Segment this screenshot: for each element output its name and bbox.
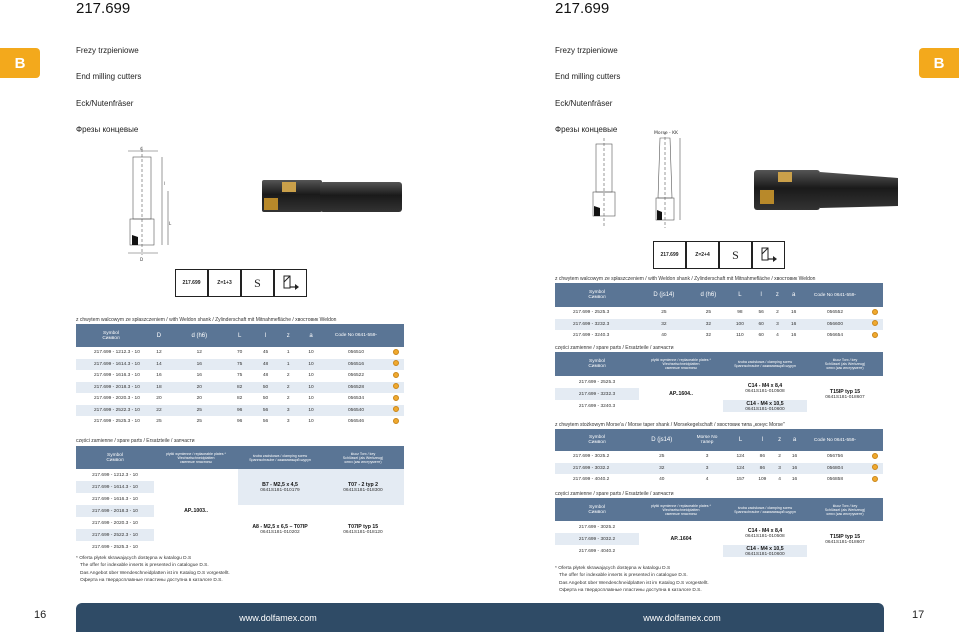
right-spare-table-1 [555,352,883,412]
left-spare-caption: części zamienne / spare parts / Ersatzteile / запчасти [76,438,195,444]
availability-dot-icon [393,349,399,355]
availability-dot-cell [867,330,883,342]
spare-header-key: klucz Torx / key Schlüssel (als Werkzeug) ключ (как инструмент) [807,352,883,376]
spare-key-code: 0641S181-018607 [825,394,865,400]
availability-dot-cell [867,463,883,475]
availability-dot-icon [393,418,399,424]
right-title-de: Eck/Nutenfräser [555,99,613,108]
spare-key: T15IP typ 15 [829,388,861,395]
spare-header-plates: płytki wymienne / replaceable plates * Wechselschneidplatten сменные пластины [639,352,723,376]
availability-dot-icon [872,476,878,482]
left-title-pl: Frezy trzpieniowe [76,46,139,55]
spare-screw-a-code: 0641S181-010508 [745,533,785,539]
cell-value: 3 [770,319,784,331]
cell-value: 16 [784,307,803,319]
cell-value: 12 [172,347,227,359]
cell-value: 48 [253,370,279,382]
spare-key-2-code: 0641S181-018120 [343,529,383,535]
cell-value: 32 [639,319,689,331]
table-row [76,416,404,428]
spare-row-symbol: 217.699 - 4040.2 [555,545,639,557]
morse-label: Morse - KK [654,131,678,136]
cell-value: 10 [298,382,324,394]
availability-dot-icon [393,383,399,389]
cell-symbol: 217.699 - 2525.3 - 10 [76,416,146,428]
table-row [555,319,883,331]
cell-value: 10 [298,405,324,417]
left-technical-drawing [118,145,178,263]
cell-value: 56 [253,405,279,417]
cell-value: 110 [728,330,752,342]
cell-value: 16 [172,370,227,382]
right-product-table-morse [555,429,883,486]
table-row [555,451,883,463]
availability-dot-icon [393,395,399,401]
cell-value: 4 [684,474,729,486]
right-title-ru: Фрезы концевые [555,125,618,134]
cell-value: 56 [752,307,771,319]
availability-dot-cell [867,319,883,331]
cell-code: 056858 [803,474,867,486]
spare-header-symbol: Symbol Символ [555,498,639,521]
cell-code: 056516 [324,359,388,371]
cell-value: 25 [172,416,227,428]
note-line: Оферта на твердосплавные пластины доступна в каталоге D.S. [559,587,702,593]
cell-value: 56 [253,416,279,428]
cell-value: 70 [227,347,253,359]
right-page-number: 17 [912,609,925,621]
cell-value: 3 [684,451,729,463]
spare-header-screw: śruba zaciskowa / clamping screw Spannschraube / зажимающий шуруп [723,498,807,521]
cell-value: 16 [786,451,803,463]
table-row [76,359,404,371]
cell-value: 20 [146,393,172,405]
spare-row-symbol: 217.699 - 1614.3 - 10 [76,481,154,493]
cell-value: 40 [639,474,684,486]
spare-row-symbol: 217.699 - 2018.3 - 10 [76,505,154,517]
right-symbol-milling-icon [752,241,785,269]
cell-value: 3 [684,463,729,475]
cell-symbol: 217.699 - 2018.3 - 10 [76,382,146,394]
cell-symbol: 217.699 - 1616.3 - 10 [76,370,146,382]
cell-value: 100 [728,319,752,331]
col-header-d: d (h6) [689,283,728,307]
right-symbol-shank: S [719,241,752,269]
left-section-badge: B [0,48,40,78]
cell-value: 4 [770,330,784,342]
cell-value: 48 [253,359,279,371]
cell-value: 4 [773,474,786,486]
note-line: The offer for indexable inserts is presented in catalogue D.S. [80,563,209,569]
availability-dot-icon [393,360,399,366]
col-header-L: L [227,324,253,347]
right-notes [555,565,709,594]
spare-plate: AP..1604.. [639,376,723,412]
svg-text:L: L [169,221,172,226]
cell-value: 25 [689,307,728,319]
cell-value: 109 [751,474,773,486]
spare-header-symbol: Symbol Символ [555,352,639,376]
spare-key-code: 0641S181-018607 [825,539,865,545]
col-header-l: l [751,429,773,451]
cell-value: 3 [279,405,298,417]
spare-key: T15IP typ 15 [829,533,861,540]
cell-value: 45 [253,347,279,359]
availability-dot-cell [388,382,404,394]
cell-value: 82 [227,382,253,394]
col-header-code: Code No 0641-559- [803,283,867,307]
spare-key-1-code: 0641S181-018300 [343,487,383,493]
cell-value: 96 [227,416,253,428]
cell-code: 056756 [803,451,867,463]
right-spare2-caption: części zamienne / spare parts / Ersatzteile / запчасти [555,491,674,497]
spare-row-symbol: 217.699 - 2525.3 - 10 [76,541,154,553]
cell-value: 32 [689,319,728,331]
col-header-symbol: Symbol Символ [76,324,146,347]
availability-dot-cell [388,416,404,428]
spare-row-symbol: 217.699 - 3240.3 [555,400,639,412]
right-title-en: End milling cutters [555,72,621,81]
cell-symbol: 217.699 - 1212.3 - 10 [76,347,146,359]
spare-screw-2-code: 0641S181-010202 [260,529,300,535]
cell-value: 96 [227,405,253,417]
col-header-code: Code No 0641-559- [803,429,867,451]
cell-value: 12 [146,347,172,359]
availability-dot-cell [388,405,404,417]
cell-code: 056522 [324,370,388,382]
cell-value: 75 [227,370,253,382]
left-symbol-teeth: Z=1+3 [208,269,241,297]
cell-value: 2 [770,307,784,319]
cell-value: 16 [786,474,803,486]
availability-dot-cell [388,370,404,382]
cell-symbol: 217.699 - 3240.3 [555,330,639,342]
right-product-table-weldon [555,283,883,342]
spare-screw-b: C14 - M4 x 10,5 [746,545,784,552]
left-footer-website[interactable]: www.dolfamex.com [76,603,480,632]
left-tool-photo [256,170,406,220]
spare-header-symbol: Symbol Символ [76,446,154,469]
right-title-pl: Frezy trzpieniowe [555,46,618,55]
spare-header-key: klucz Torx / key Schlüssel (als Werkzeug) ключ (как инструмент) [807,498,883,521]
cell-code: 056546 [324,416,388,428]
cell-code: 056534 [324,393,388,405]
cell-value: 3 [773,463,786,475]
col-header-d: d (h6) [172,324,227,347]
note-line: * Oferta płytek skrawających dostępna w katalogu D.S [76,556,192,561]
right-symbol-teeth: Z=2+4 [686,241,719,269]
availability-dot-icon [393,372,399,378]
availability-dot-icon [872,464,878,470]
left-symbol-milling-icon [274,269,307,297]
spare-screw-a: C14 - M4 x 8,4 [747,382,783,389]
col-header-symbol: Symbol Символ [555,283,639,307]
spare-row-symbol: 217.699 - 2525.3 [555,376,639,388]
cell-symbol: 217.699 - 3032.2 [555,463,639,475]
cell-code: 056540 [324,405,388,417]
table-row [76,382,404,394]
spare-row-symbol: 217.699 - 3025.2 [555,521,639,533]
availability-dot-icon [872,309,878,315]
cell-value: 10 [298,416,324,428]
table-row [76,405,404,417]
left-title-de: Eck/Nutenfräser [76,99,134,108]
cell-value: 50 [253,393,279,405]
col-header-a: a [298,324,324,347]
cell-value: 86 [751,463,773,475]
cell-code: 056654 [803,330,867,342]
spare-row-symbol: 217.699 - 2522.3 - 10 [76,529,154,541]
cell-value: 124 [730,463,752,475]
right-spare1-caption: części zamienne / spare parts / Ersatzteile / запчасти [555,345,674,351]
spare-screw-b: C14 - M4 x 10,5 [746,400,784,407]
spare-header-plates: płytki wymienne / replaceable plates * Wechselschneidplatten сменные пластины [154,446,238,469]
cell-code: 056804 [803,463,867,475]
cell-value: 32 [689,330,728,342]
spare-header-plates: płytki wymienne / replaceable plates * Wechselschneidplatten сменные пластины [639,498,723,521]
spare-screw-b-code: 0641S181-010600 [745,551,785,557]
spare-row-symbol: 217.699 - 1616.3 - 10 [76,493,154,505]
left-spare-table [76,446,404,553]
right-page-header: 217.699 [555,0,610,17]
spare-screw-b-code: 0641S181-010600 [745,406,785,412]
cell-value: 98 [728,307,752,319]
table-row [76,370,404,382]
cell-value: 16 [172,359,227,371]
cell-value: 60 [752,319,771,331]
cell-value: 157 [730,474,752,486]
cell-value: 18 [146,382,172,394]
col-header-z: z [773,429,786,451]
cell-value: 2 [279,393,298,405]
cell-value: 20 [172,393,227,405]
availability-dot-icon [872,332,878,338]
table-row [555,474,883,486]
spare-row-symbol: 217.699 - 3232.3 [555,388,639,400]
cell-value: 25 [172,405,227,417]
right-tool-photo [738,160,913,220]
left-title-ru: Фрезы концевые [76,125,139,134]
col-header-D: D (js14) [639,429,684,451]
col-header-D: D [146,324,172,347]
right-section-badge: B [919,48,959,78]
spare-key-1: T07 - 2 typ 2 [348,481,378,488]
cell-value: 32 [639,463,684,475]
cell-value: 20 [172,382,227,394]
cell-value: 22 [146,405,172,417]
cell-value: 10 [298,347,324,359]
spare-header-screw: śruba zaciskowa / clamping screw Spannschraube / зажимающий шуруп [238,446,322,469]
cell-value: 50 [253,382,279,394]
col-header-l: l [752,283,771,307]
col-header-morse: Morse No тапер [684,429,729,451]
svg-text:D: D [140,257,144,262]
cell-code: 056552 [803,307,867,319]
right-table1-caption: z chwytem walcowym ze spłaszczeniem / with Weldon shank / Zylinderschaft mit Mitnahmefläche / хвостовик Weldon [555,276,816,282]
availability-dot-cell [388,359,404,371]
availability-dot-icon [872,320,878,326]
table-row [555,330,883,342]
cell-value: 75 [227,359,253,371]
availability-dot-cell [388,347,404,359]
spare-screw-2: A8 - M2,5 x 6,5 – T07IP [252,523,308,530]
cell-value: 1 [279,359,298,371]
left-symbol-shank: S [241,269,274,297]
note-line: Das Angebot über Wendeschneidplatten ist im Katalog D.S vorgestellt. [80,570,230,576]
right-footer-website[interactable]: www.dolfamex.com [480,603,884,632]
left-product-table [76,324,404,428]
note-line: The offer for indexable inserts is presented in catalogue D.S. [559,573,688,579]
cell-value: 16 [784,330,803,342]
spare-screw-1: B7 - M2,5 x 4,5 [262,481,298,488]
spare-plate: AP..1003.. [154,469,238,553]
table-row [555,307,883,319]
availability-dot-cell [388,393,404,405]
cell-value: 16 [786,463,803,475]
spare-screw-a: C14 - M4 x 8,4 [747,527,783,534]
cell-value: 124 [730,451,752,463]
cell-value: 82 [227,393,253,405]
cell-value: 2 [773,451,786,463]
spare-key-2: T07IP typ 15 [347,523,379,530]
svg-text:l: l [164,181,166,186]
cell-value: 14 [146,359,172,371]
spare-header-screw: śruba zaciskowa / clamping screw Spannschraube / зажимающий шуруп [723,352,807,376]
cell-value: 1 [279,347,298,359]
left-table1-caption: z chwytem walcowym ze spłaszczeniem / with Weldon shank / Zylinderschaft mit Mitnahmefläche / хвостовик Weldon [76,317,337,323]
left-page-header: 217.699 [76,0,131,17]
cell-symbol: 217.699 - 2020.3 - 10 [76,393,146,405]
spare-row-symbol: 217.699 - 2020.3 - 10 [76,517,154,529]
note-line: * Oferta płytek skrawających dostępna w katalogu D.S [555,566,671,571]
col-header-L: L [728,283,752,307]
left-page-number: 16 [34,609,47,621]
table-row [555,463,883,475]
right-symbol-catalog: 217.699 [653,241,686,269]
availability-dot-cell [867,474,883,486]
cell-value: 25 [639,451,684,463]
svg-text:d: d [140,146,143,151]
cell-value: 86 [751,451,773,463]
cell-code: 056600 [803,319,867,331]
left-title-en: End milling cutters [76,72,142,81]
cell-value: 10 [298,370,324,382]
cell-value: 16 [784,319,803,331]
cell-value: 10 [298,393,324,405]
cell-value: 16 [146,370,172,382]
col-header-a: a [786,429,803,451]
right-technical-drawing [590,128,710,238]
note-line: Das Angebot über Wendeschneidplatten ist im Katalog D.S vorgestellt. [559,580,709,586]
availability-dot-cell [867,451,883,463]
col-header-z: z [770,283,784,307]
cell-symbol: 217.699 - 3232.3 [555,319,639,331]
availability-dot-icon [872,453,878,459]
col-header-D: D (js14) [639,283,689,307]
spare-header-key: klucz Torx / key Schlüssel (als Werkzeug) ключ (как инструмент) [322,446,404,469]
cell-symbol: 217.699 - 4040.2 [555,474,639,486]
cell-value: 40 [639,330,689,342]
note-line: Оферта на твердосплавные пластины доступна в каталоге D.S. [80,577,223,583]
col-header-symbol: Symbol Символ [555,429,639,451]
cell-value: 3 [279,416,298,428]
cell-value: 2 [279,382,298,394]
cell-value: 2 [279,370,298,382]
spare-screw-1-code: 0641S181-010179 [260,487,300,493]
spare-screw-a-code: 0641S181-010508 [745,388,785,394]
cell-symbol: 217.699 - 2525.3 [555,307,639,319]
col-header-l: l [253,324,279,347]
table-row [76,347,404,359]
cell-value: 25 [639,307,689,319]
spare-plate: AP..1604 [639,521,723,557]
left-symbol-catalog: 217.699 [175,269,208,297]
cell-value: 25 [146,416,172,428]
col-header-code: Code No 0641-559- [324,324,388,347]
availability-dot-icon [393,406,399,412]
spare-row-symbol: 217.699 - 3032.2 [555,533,639,545]
col-header-a: a [784,283,803,307]
cell-value: 60 [752,330,771,342]
right-table2-caption: z chwytem stożkowym Morse'a / Morse taper shank / Morsekegelschaft / хвостовик типа „конус Morse" [555,422,785,428]
cell-code: 056510 [324,347,388,359]
cell-symbol: 217.699 - 1614.3 - 10 [76,359,146,371]
right-spare-table-2 [555,498,883,557]
spare-row-symbol: 217.699 - 1212.3 - 10 [76,469,154,481]
col-header-z: z [279,324,298,347]
table-row [76,393,404,405]
availability-dot-cell [867,307,883,319]
cell-code: 056528 [324,382,388,394]
cell-value: 10 [298,359,324,371]
cell-symbol: 217.699 - 3025.2 [555,451,639,463]
cell-symbol: 217.699 - 2522.3 - 10 [76,405,146,417]
left-notes [76,555,230,584]
col-header-L: L [730,429,752,451]
